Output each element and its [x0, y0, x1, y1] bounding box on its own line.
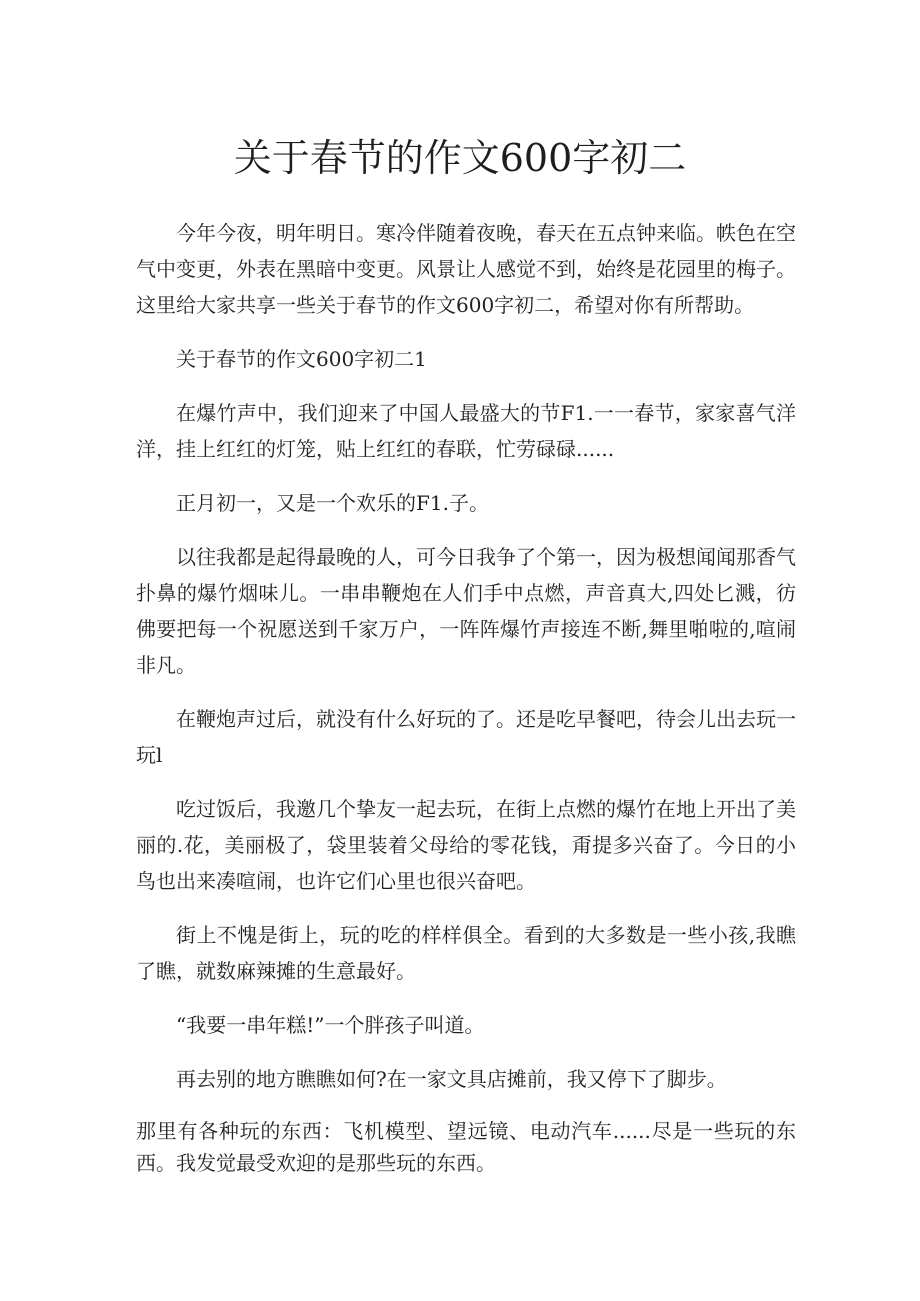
document-title: 关于春节的作文600字初二	[233, 136, 687, 180]
paragraph: 吃过饭后，我邀几个挚友一起去玩，在街上点燃的爆竹在地上开出了美丽的.花，美丽极了，袋里装着父母给的零花钱，甭提多兴奋了。今日的小鸟也出来凑喧闹，也许它们心里也很兴奋吧。	[136, 797, 796, 893]
paragraph: 在爆竹声中，我们迎来了中国人最盛大的节F1.一一春节，家家喜气洋洋，挂上红红的灯笼，贴上红红的春联，忙劳碌碌......	[136, 401, 796, 461]
paragraph: 再去别的地方瞧瞧如何?在一家文具店摊前，我又停下了脚步。	[176, 1067, 727, 1091]
document-body	[136, 215, 796, 1197]
paragraph: 那里有各种玩的东西：飞机模型、望远镜、电动汽车......尽是一些玩的东西。我发觉最受欢迎的是那些玩的东西。	[136, 1119, 796, 1175]
paragraph: 正月初一，又是一个欢乐的F1.子。	[176, 491, 489, 515]
paragraph: 今年今夜，明年明日。寒冷伴随着夜晚，春天在五点钟来临。帙色在空气中变更，外表在黑暗中变更。风景让人感觉不到，始终是花园里的梅子。这里给大家共享一些关于春节的作文600字初二，希望对你有所帮助。	[136, 221, 796, 317]
paragraph-subheading: 关于春节的作文600字初二1	[176, 347, 427, 371]
paragraph: 街上不愧是街上，玩的吃的样样俱全。看到的大多数是一些小孩,我瞧了瞧，就数麻辣摊的生意最好。	[136, 923, 796, 983]
paragraph: “我要一串年糕!”一个胖孩子叫道。	[176, 1013, 485, 1037]
paragraph: 以往我都是起得最晚的人，可今日我争了个第一，因为极想闻闻那香气扑鼻的爆竹烟味儿。一串串鞭炮在人们手中点燃，声音真大,四处匕溅，彷佛要把每一个祝愿送到千家万户，一阵阵爆竹声接连不断,舞里啪啦的,喧闹非凡。	[136, 545, 796, 677]
paragraph: 在鞭炮声过后，就没有什么好玩的了。还是吃早餐吧，待会儿出去玩一玩l	[136, 707, 796, 767]
